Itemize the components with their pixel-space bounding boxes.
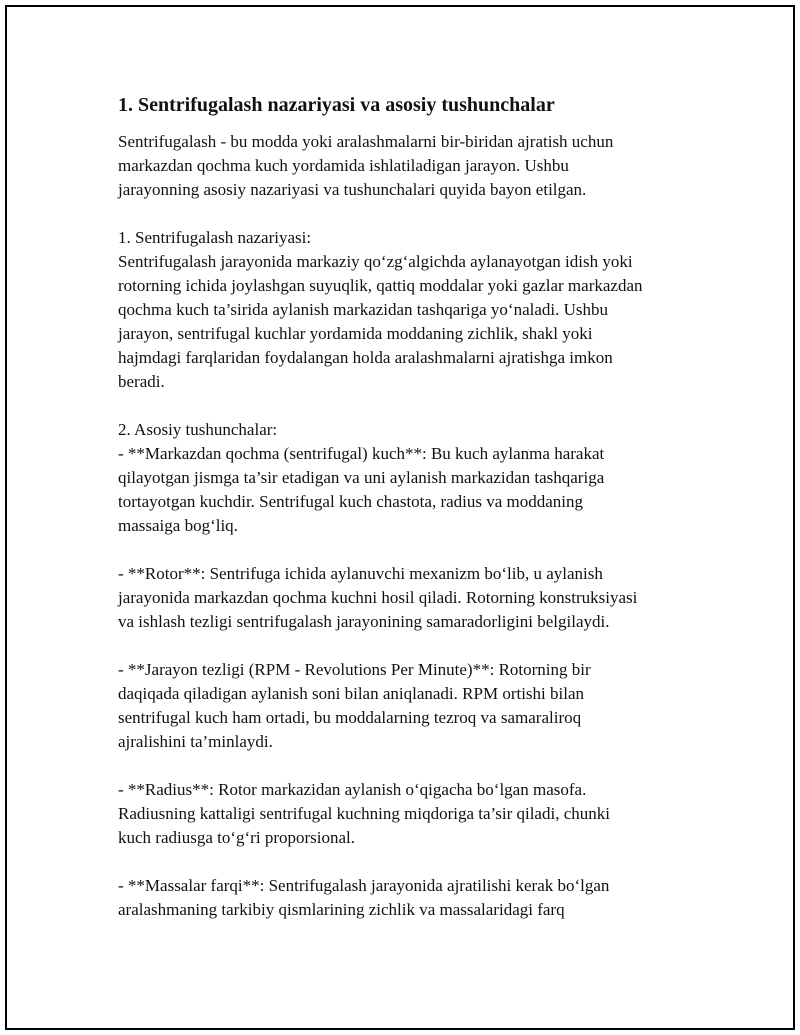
text-line: hajmdagi farqlaridan foydalangan holda aralashmalarni ajratishga imkon	[118, 348, 613, 367]
text-line: sentrifugal kuch ham ortadi, bu moddalarning tezroq va samaraliroq	[118, 708, 582, 727]
text-line: - **Radius**: Rotor markazidan aylanish o‘qigacha bo‘lgan masofa.	[118, 780, 587, 799]
text-line: kuch radiusga to‘g‘ri proporsional.	[118, 828, 355, 847]
text-line: jarayon, sentrifugal kuchlar yordamida moddaning zichlik, shakl yoki	[118, 324, 593, 343]
rotor-item	[118, 562, 718, 634]
text-line: - **Massalar farqi**: Sentrifugalash jarayonida ajratilishi kerak bo‘lgan	[118, 876, 610, 895]
paragraph-gap	[118, 850, 718, 874]
text-line: rotorning ichida joylashgan suyuqlik, qattiq moddalar yoki gazlar markazdan	[118, 276, 643, 295]
text-line: Sentrifugalash - bu modda yoki aralashmalarni bir-biridan ajratish uchun	[118, 132, 614, 151]
theory-section	[118, 226, 718, 394]
text-line: beradi.	[118, 372, 165, 391]
intro-paragraph	[118, 130, 718, 202]
text-line: massaiga bog‘liq.	[118, 516, 238, 535]
section-heading: 2. Asosiy tushunchalar:	[118, 420, 278, 439]
document-body	[118, 92, 718, 922]
text-line: ajralishini ta’minlaydi.	[118, 732, 273, 751]
text-line: - **Rotor**: Sentrifuga ichida aylanuvchi mexanizm bo‘lib, u aylanish	[118, 564, 603, 583]
text-line: - **Markazdan qochma (sentrifugal) kuch**: Bu kuch aylanma harakat	[118, 444, 605, 463]
radius-item	[118, 778, 718, 850]
text-line: aralashmaning tarkibiy qismlarining zichlik va massalaridagi farq	[118, 900, 565, 919]
text-line: - **Jarayon tezligi (RPM - Revolutions Per Minute)**: Rotorning bir	[118, 660, 591, 679]
text-line: qilayotgan jismga ta’sir etadigan va uni aylanish markazidan tashqariga	[118, 468, 605, 487]
text-line: tortayotgan kuchdir. Sentrifugal kuch chastota, radius va moddaning	[118, 492, 584, 511]
paragraph-gap	[118, 394, 718, 418]
document-title: 1. Sentrifugalash nazariyasi va asosiy tushunchalar	[118, 94, 555, 116]
text-line: jarayonida markazdan qochma kuchni hosil qiladi. Rotorning konstruksiyasi	[118, 588, 638, 607]
paragraph-gap	[118, 202, 718, 226]
mass-difference-item	[118, 874, 718, 922]
text-line: markazdan qochma kuch yordamida ishlatiladigan jarayon. Ushbu	[118, 156, 569, 175]
text-line: Sentrifugalash jarayonida markaziy qo‘zg‘algichda aylanayotgan idish yoki	[118, 252, 633, 271]
section-heading: 1. Sentrifugalash nazariyasi:	[118, 228, 312, 247]
concepts-section	[118, 418, 718, 538]
paragraph-gap	[118, 538, 718, 562]
text-line: Radiusning kattaligi sentrifugal kuchning miqdoriga ta’sir qiladi, chunki	[118, 804, 610, 823]
text-line: jarayonning asosiy nazariyasi va tushunchalari quyida bayon etilgan.	[118, 180, 587, 199]
text-line: va ishlash tezligi sentrifugalash jarayonining samaradorligini belgilaydi.	[118, 612, 610, 631]
text-line: qochma kuch ta’sirida aylanish markazidan tashqariga yo‘naladi. Ushbu	[118, 300, 609, 319]
paragraph-gap	[118, 754, 718, 778]
text-line: daqiqada qiladigan aylanish soni bilan aniqlanadi. RPM ortishi bilan	[118, 684, 585, 703]
paragraph-gap	[118, 634, 718, 658]
rpm-item	[118, 658, 718, 754]
